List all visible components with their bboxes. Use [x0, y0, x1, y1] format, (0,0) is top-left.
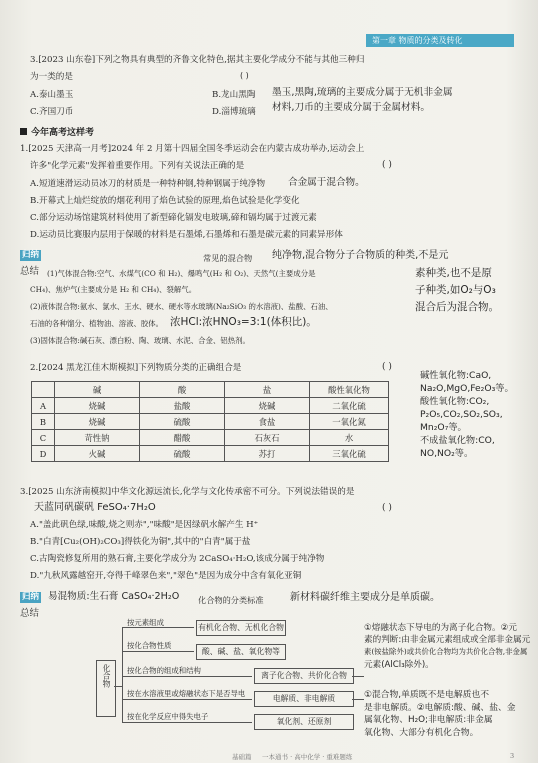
table-cell: 一氧化氮: [310, 414, 389, 430]
q3b-option-a: A."盖此矾色绿,味酸,烧之则赤","味酸"是因绿矾水解产生 H⁺: [30, 520, 259, 530]
summary1-line1: (1)气体混合物:空气、水煤气(CO 和 H₂)、爆鸣气(H₂ 和 O₂)、天然气(主要成分是: [47, 269, 316, 278]
table-cell: C: [32, 430, 55, 446]
q3a-option-c: C.齐国刀币: [30, 107, 74, 117]
note-line: NO,NO₂等。: [420, 448, 474, 459]
tree-connector: [122, 651, 194, 652]
summary2-heading: 化合物的分类标准: [198, 595, 264, 605]
tree-result-3: 离子化合物、共价化合物: [254, 668, 354, 684]
q3b-option-b: B."白青[Cu₂(OH)₂CO₃]得铁化为铜",其中的"白青"属于盐: [30, 537, 251, 547]
q1-option-a: A.短道速滑运动员冰刀的材质是一种特种钢,特种钢属于纯净物: [30, 179, 266, 189]
summary2-tag: 归纳: [22, 592, 40, 602]
table-row: [32, 414, 389, 430]
chapter-header: 第一章 物质的分类及转化: [366, 34, 514, 47]
summary2-left-note: 易混物质:生石膏 CaSO₄·2H₂O: [48, 591, 180, 602]
note-line: Mn₂O₇等。: [420, 422, 467, 433]
table-row: [32, 398, 389, 414]
q3b-answer-paren: ( ): [382, 503, 392, 513]
tree-connector: [122, 676, 252, 677]
q1-option-d: D.运动员比赛服内层用于保暖的材料是石墨烯,石墨烯和石墨是碳元素的同素异形体: [30, 230, 343, 240]
section-title: 今年高考这样考: [20, 125, 94, 138]
q3b-stem: 3.[2025 山东济南模拟]中华文化源远流长,化学与文化传承密不可分。下列说法错误的是: [20, 487, 355, 497]
summary1-tag: 归纳: [22, 250, 40, 260]
q1-stem-line2: 许多"化学元素"发挥着重要作用。下列有关说法正确的是: [30, 161, 245, 171]
tree-connector: [122, 627, 194, 628]
summary2-sub: 总结: [20, 608, 40, 619]
table-cell: 烧碱: [55, 398, 140, 414]
tree-criterion-3: 按化合物的组成和结构: [127, 666, 201, 675]
q3a-option-d: D.淄博琉璃: [212, 107, 256, 117]
note-line: 元素(AlCl₃除外)。: [364, 659, 434, 670]
classification-table: [31, 381, 389, 462]
tree-connector: [122, 699, 252, 700]
summary1-line2: CH₄)、焦炉气(主要成分是 H₂ 和 CH₄)、裂解气。: [30, 285, 197, 294]
table-header-cell: [32, 382, 55, 398]
note-line: 碱性氧化物:CaO,: [420, 370, 492, 381]
table-cell: 二氧化硫: [310, 398, 389, 414]
summary1-line1-note: 素种类,也不是原: [415, 267, 492, 279]
q3b-option-d: D."九秋风露越窑开,夺得千峰翠色来","翠色"是因为成分中含有氧化亚铜: [30, 571, 302, 581]
table-cell: 烧碱: [225, 398, 310, 414]
q1-stem-line1: 1.[2025 天津高一月考]2024 年 2 月第十四届全国冬季运动会在内蒙古成功举办,运动会上: [20, 144, 365, 154]
table-cell: 食盐: [225, 414, 310, 430]
note-line: P₂O₅,CO₂,SO₂,SO₃,: [420, 409, 503, 420]
summary1-line3: (2)液体混合物:氨水、氯水、王水、硬水、硬水等水玻璃(Na₂SiO₃ 的水溶液)、盐酸、石油、: [30, 302, 333, 311]
note-line: ①熔融状态下导电的为离子化合物。②元: [364, 623, 517, 633]
table-row: [32, 446, 389, 462]
table-header-cell: 碱: [55, 382, 140, 398]
summary2-note-compounds: [364, 622, 536, 671]
summary1-line4-note: 浓HCl:浓HNO₃=3:1(体积比)。: [170, 316, 317, 328]
table-cell: 苛性钠: [55, 430, 140, 446]
summary1-line2-note2: 混合后为混合物。: [415, 301, 499, 313]
q1-answer-paren: ( ): [382, 160, 392, 170]
tree-criterion-5: 按在化学反应中得失电子: [127, 712, 209, 721]
tree-connector: [122, 627, 123, 723]
table-cell: 硫酸: [140, 414, 225, 430]
table-header-cell: 盐: [225, 382, 310, 398]
q3a-paren: ( ): [240, 71, 249, 80]
tree-criterion-4: 按在水溶液里或熔融状态下是否导电: [127, 689, 246, 698]
summary1-line5: (3)固体混合物:碱石灰、漂白粉、陶、玻璃、水泥、合金、铝热剂。: [30, 336, 250, 345]
q3b-option-c: C.古陶瓷修复所用的熟石膏,主要化学成分为 2CaSO₄·H₂O,该成分属于纯净物: [30, 554, 325, 564]
q3a-handwritten-note-1: 墨玉,黑陶,琉璃的主要成分属于无机非金属: [272, 87, 453, 98]
note-line: Na₂O,MgO,Fe₂O₃等。: [420, 383, 514, 394]
table-cell: D: [32, 446, 55, 462]
tree-connector: [114, 686, 122, 687]
table-cell: 三氧化硫: [310, 446, 389, 462]
note-line: 是非电解质。②电解质:酸、碱、盐、金: [364, 702, 516, 713]
table-cell: 火碱: [55, 446, 140, 462]
q1-option-b: B.开幕式上灿烂绽放的烟花利用了焰色试验的原理,焰色试验是化学变化: [30, 196, 300, 206]
table-cell: 苏打: [225, 446, 310, 462]
note-line: 素(铵盐除外)或共价化合物均为共价化合物,非金属: [364, 647, 528, 657]
tree-result-1: 有机化合物、无机化合物: [196, 620, 286, 636]
summary1-sub: 总结: [20, 266, 40, 277]
tree-criterion-1: 按元素组成: [127, 618, 164, 627]
q3a-option-a: A.泰山墨玉: [30, 90, 74, 100]
q3a-option-b: B.龙山黑陶: [212, 90, 256, 100]
note-line: ①混合物,单质既不是电解质也不: [364, 690, 490, 700]
q1-option-c: C.部分运动场馆建筑材料使用了新型碲化镉发电玻璃,碲和镉均属于过渡元素: [30, 213, 317, 223]
table-cell: 硫酸: [140, 446, 225, 462]
table-cell: 烧碱: [55, 414, 140, 430]
tree-root-label: 化合物: [102, 664, 111, 688]
note-line: 素的判断:由非金属元素组成或全部非金属元: [364, 635, 531, 646]
note-line: 不成盐氧化物:CO,: [420, 435, 495, 446]
q3a-handwritten-note-2: 材料,刀币的主要成分属于金属材料。: [272, 102, 431, 113]
note-line: 属氧化物、H₂O;非电解质:非金属: [364, 715, 493, 725]
note-line: 氧化物、大部分有机化合物。: [364, 727, 479, 738]
footer-left: 基础篇: [232, 753, 252, 761]
table-cell: 水: [310, 430, 389, 446]
table-cell: 醋酸: [140, 430, 225, 446]
q2-side-note: [420, 369, 532, 460]
q2-answer-paren: ( ): [382, 362, 392, 372]
q1-option-a-note: 合金属于混合物。: [288, 177, 365, 188]
tree-root: [96, 660, 116, 717]
summary1-heading: 常见的混合物: [203, 253, 253, 263]
q3a-stem-line1: 3.[2023 山东卷]下列之物具有典型的齐鲁文化特色,据其主要化学成分不能与其他三种归: [30, 55, 365, 65]
summary1-heading-note: 纯净物,混合物分子合物质的种类,不是元: [272, 250, 449, 261]
tree-connector: [122, 722, 252, 723]
note-line: 酸性氧化物:CO₂,: [420, 396, 490, 407]
table-header-cell: 酸性氧化物: [310, 382, 389, 398]
summary1-line4: 石油的各种馏分、植物油、溶液、胶体。: [30, 319, 164, 328]
table-header-row: [32, 382, 389, 398]
table-cell: 石灰石: [225, 430, 310, 446]
q3b-handwritten-note: 天蓝同矾碳矾 FeSO₄·7H₂O: [34, 502, 156, 513]
note-arrow: [352, 699, 364, 700]
footer-middle: 一本通书 · 高中化学 · 重难题练: [262, 753, 353, 761]
summary2-right-note: 新材料碳纤维主要成分是单质碳。: [290, 592, 440, 603]
table-cell: A: [32, 398, 55, 414]
tree-result-4: 电解质、非电解质: [254, 691, 354, 707]
table-header-cell: 酸: [140, 382, 225, 398]
summary2-note-electrolytes: [364, 689, 536, 739]
table-row: [32, 430, 389, 446]
note-arrow: [352, 676, 364, 677]
tree-result-2: 酸、碱、盐、氧化物等: [196, 644, 286, 660]
table-cell: B: [32, 414, 55, 430]
tree-result-5: 氧化剂、还原剂: [254, 714, 354, 730]
q2-stem: 2.[2024 黑龙江佳木斯模拟]下列物质分类的正确组合是: [30, 363, 242, 373]
tree-criterion-2: 按化合物性质: [127, 641, 172, 650]
q3a-stem-line2: 为一类的是: [30, 72, 73, 82]
page-number: 3: [510, 752, 515, 760]
summary1-line2-note: 子种类,如O₂与O₃: [415, 284, 496, 296]
table-cell: 盐酸: [140, 398, 225, 414]
